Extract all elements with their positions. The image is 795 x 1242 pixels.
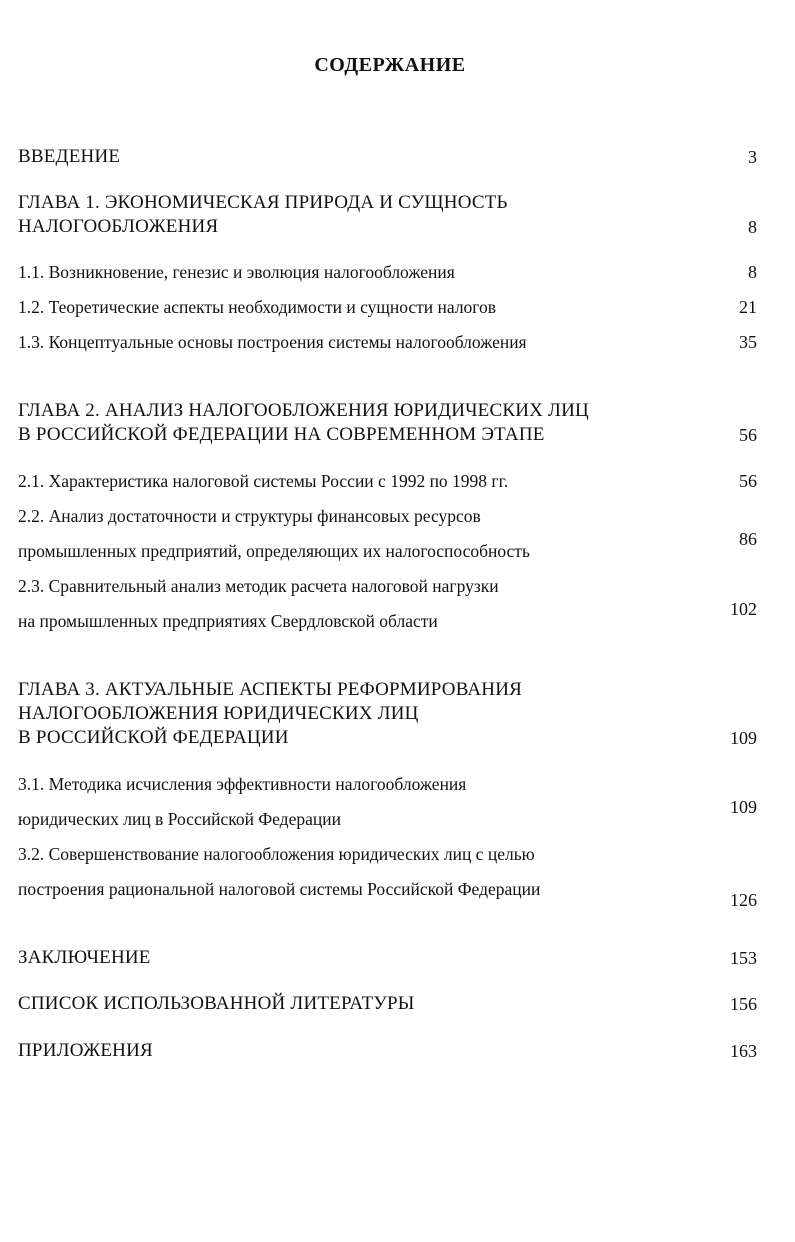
toc-chapter-2-line-1: ГЛАВА 2. АНАЛИЗ НАЛОГООБЛОЖЕНИЯ ЮРИДИЧЕСКИХ ЛИЦ (18, 400, 589, 421)
toc-section-2-2-line-2: промышленных предприятий, определяющих их налогоспособность (18, 541, 530, 561)
toc-intro-page: 3 (748, 147, 757, 167)
toc-section-2-3-page: 102 (730, 599, 757, 619)
toc-chapter-3 (18, 678, 718, 750)
toc-section-3-2-page: 126 (730, 890, 757, 910)
toc-references-label: СПИСОК ИСПОЛЬЗОВАННОЙ ЛИТЕРАТУРЫ (18, 993, 415, 1014)
toc-chapter-1 (18, 191, 718, 239)
toc-chapter-3-page: 109 (730, 728, 757, 748)
toc-section-1-1-label: 1.1. Возникновение, генезис и эволюция налогообложения (18, 262, 455, 282)
toc-section-2-2-line-1: 2.2. Анализ достаточности и структуры финансовых ресурсов (18, 506, 481, 526)
toc-section-2-1-label: 2.1. Характеристика налоговой системы России с 1992 по 1998 гг. (18, 471, 509, 491)
toc-section-1-2-page: 21 (739, 297, 757, 317)
toc-chapter-3-line-1: ГЛАВА 3. АКТУАЛЬНЫЕ АСПЕКТЫ РЕФОРМИРОВАНИЯ (18, 679, 523, 700)
toc-section-2-2 (18, 504, 718, 563)
toc-references-page: 156 (730, 994, 757, 1014)
toc-section-1-1-page: 8 (748, 262, 757, 282)
toc-chapter-3-line-2: НАЛОГООБЛОЖЕНИЯ ЮРИДИЧЕСКИХ ЛИЦ (18, 703, 419, 724)
toc-chapter-3-line-3: В РОССИЙСКОЙ ФЕДЕРАЦИИ (18, 727, 289, 748)
toc-section-2-3-line-2: на промышленных предприятиях Свердловской области (18, 611, 438, 631)
toc-chapter-2 (18, 399, 718, 447)
toc-chapter-2-line-2: В РОССИЙСКОЙ ФЕДЕРАЦИИ НА СОВРЕМЕННОМ ЭТАПЕ (18, 424, 545, 445)
toc-section-3-1-line-1: 3.1. Методика исчисления эффективности налогообложения (18, 774, 467, 794)
toc-section-2-1-page: 56 (739, 471, 757, 491)
toc-chapter-2-page: 56 (739, 425, 757, 445)
toc-section-3-1 (18, 772, 718, 831)
toc-section-2-3 (18, 574, 718, 633)
page-title: СОДЕРЖАНИЕ (314, 54, 466, 76)
toc-chapter-1-line-1: ГЛАВА 1. ЭКОНОМИЧЕСКАЯ ПРИРОДА И СУЩНОСТЬ (18, 192, 508, 213)
toc-conclusion-label: ЗАКЛЮЧЕНИЕ (18, 947, 151, 968)
toc-section-3-1-line-2: юридических лиц в Российской Федерации (18, 809, 341, 829)
toc-section-2-2-page: 86 (739, 529, 757, 549)
toc-section-3-2 (18, 842, 718, 901)
toc-section-2-3-line-1: 2.3. Сравнительный анализ методик расчета налоговой нагрузки (18, 576, 499, 596)
toc-chapter-1-page: 8 (748, 217, 757, 237)
toc-intro-label: ВВЕДЕНИЕ (18, 146, 121, 167)
toc-section-3-2-line-1: 3.2. Совершенствование налогообложения юридических лиц с целью (18, 844, 535, 864)
toc-section-3-1-page: 109 (730, 797, 757, 817)
toc-section-1-2-label: 1.2. Теоретические аспекты необходимости и сущности налогов (18, 297, 497, 317)
toc-section-3-2-line-2: построения рациональной налоговой системы Российской Федерации (18, 879, 541, 899)
toc-appendices-label: ПРИЛОЖЕНИЯ (18, 1040, 153, 1061)
toc-conclusion-page: 153 (730, 948, 757, 968)
toc-chapter-1-line-2: НАЛОГООБЛОЖЕНИЯ (18, 216, 219, 237)
toc-section-1-3-label: 1.3. Концептуальные основы построения системы налогообложения (18, 332, 527, 352)
toc-appendices-page: 163 (730, 1041, 757, 1061)
toc-section-1-3-page: 35 (739, 332, 757, 352)
